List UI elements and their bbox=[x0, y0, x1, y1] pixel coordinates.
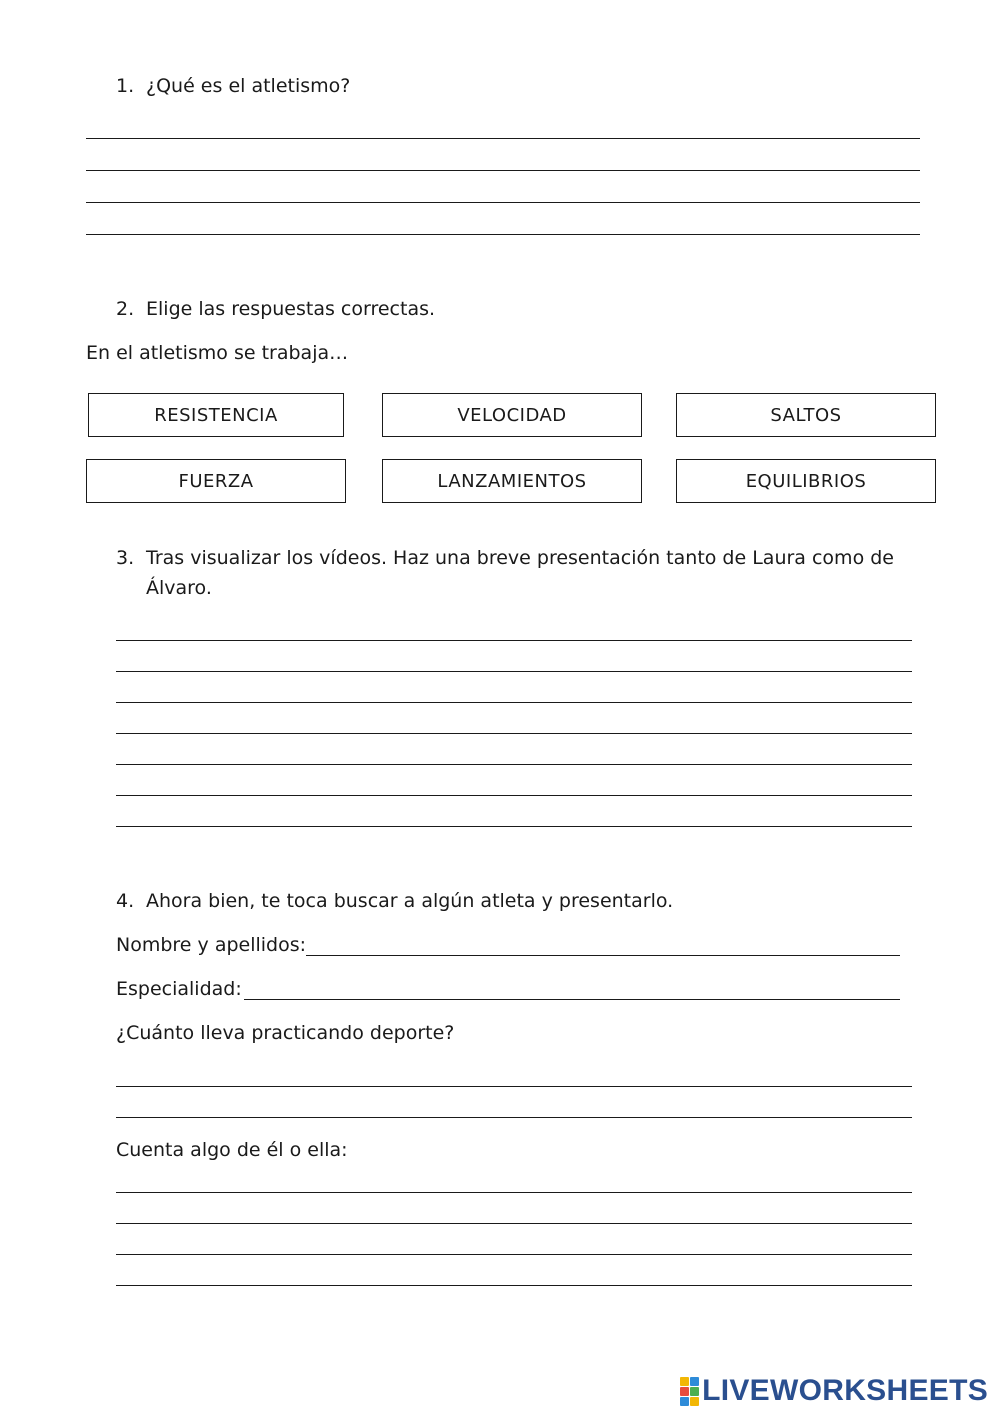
q1-answer-line-2[interactable] bbox=[86, 146, 920, 171]
tell-about-label: Cuenta algo de él o ella: bbox=[116, 1139, 348, 1161]
q3-question-line-1: Tras visualizar los vídeos. Haz una breve presentación tanto de Laura como de bbox=[146, 547, 894, 569]
time-practicing-line-2[interactable] bbox=[116, 1093, 912, 1118]
q4-question: Ahora bien, te toca buscar a algún atleta y presentarlo. bbox=[146, 890, 674, 912]
tell-about-line-2[interactable] bbox=[116, 1199, 912, 1224]
option-lanzamientos[interactable]: LANZAMIENTOS bbox=[382, 459, 642, 503]
liveworksheets-mark-icon bbox=[680, 1377, 699, 1406]
q3-number: 3. bbox=[116, 547, 135, 569]
name-input[interactable] bbox=[306, 931, 900, 956]
mark-square-1 bbox=[680, 1377, 689, 1386]
q3-answer-line-2[interactable] bbox=[116, 647, 912, 672]
tell-about-line-3[interactable] bbox=[116, 1230, 912, 1255]
q3-answer-line-1[interactable] bbox=[116, 616, 912, 641]
name-label: Nombre y apellidos: bbox=[116, 934, 307, 956]
q2-question: Elige las respuestas correctas. bbox=[146, 298, 436, 320]
time-practicing-line-1[interactable] bbox=[116, 1062, 912, 1087]
q3-answer-line-5[interactable] bbox=[116, 740, 912, 765]
tell-about-line-1[interactable] bbox=[116, 1168, 912, 1193]
q2-number: 2. bbox=[116, 298, 135, 320]
specialty-label: Especialidad: bbox=[116, 978, 242, 1000]
option-resistencia[interactable]: RESISTENCIA bbox=[88, 393, 344, 437]
mark-square-5 bbox=[680, 1397, 689, 1406]
q1-number: 1. bbox=[116, 75, 135, 97]
liveworksheets-wordmark: LIVEWORKSHEETS bbox=[702, 1374, 988, 1407]
option-saltos[interactable]: SALTOS bbox=[676, 393, 936, 437]
q3-question-line-2: Álvaro. bbox=[146, 577, 212, 599]
option-fuerza[interactable]: FUERZA bbox=[86, 459, 346, 503]
mark-square-2 bbox=[690, 1377, 699, 1386]
liveworksheets-logo bbox=[680, 1374, 988, 1408]
option-velocidad[interactable]: VELOCIDAD bbox=[382, 393, 642, 437]
specialty-input[interactable] bbox=[244, 975, 900, 1000]
mark-square-3 bbox=[680, 1387, 689, 1396]
q2-intro: En el atletismo se trabaja… bbox=[86, 342, 349, 364]
q3-answer-line-3[interactable] bbox=[116, 678, 912, 703]
q1-question: ¿Qué es el atletismo? bbox=[146, 75, 351, 97]
q1-answer-line-4[interactable] bbox=[86, 210, 920, 235]
mark-square-4 bbox=[690, 1387, 699, 1396]
q3-answer-line-6[interactable] bbox=[116, 771, 912, 796]
option-equilibrios[interactable]: EQUILIBRIOS bbox=[676, 459, 936, 503]
q1-answer-line-1[interactable] bbox=[86, 114, 920, 139]
q4-number: 4. bbox=[116, 890, 135, 912]
tell-about-line-4[interactable] bbox=[116, 1261, 912, 1286]
q1-answer-line-3[interactable] bbox=[86, 178, 920, 203]
time-practicing-label: ¿Cuánto lleva practicando deporte? bbox=[116, 1022, 455, 1044]
mark-square-6 bbox=[690, 1397, 699, 1406]
q3-answer-line-7[interactable] bbox=[116, 802, 912, 827]
q3-answer-line-4[interactable] bbox=[116, 709, 912, 734]
